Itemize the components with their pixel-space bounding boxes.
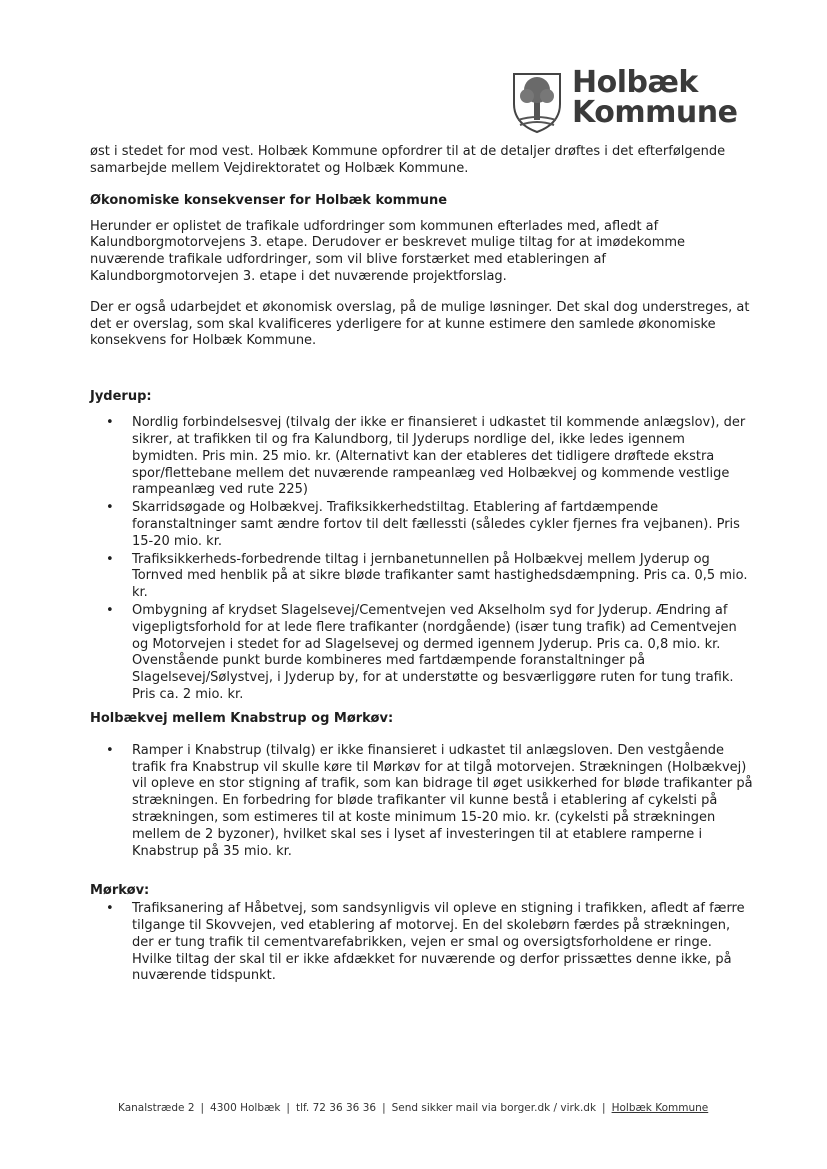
list-item — [132, 603, 755, 704]
list-item: • Trafiksanering af Håbetvej, som sandsynligvis vil opleve en stigning i trafikken, afledt af færre tilgange til Skovvejen, ved etablering af motorvej. En del skolebørn færdes på strækningen, der er tung trafik til cementvarefabrikken, vejen er smal og oversigtsforholdene er ringe. Hvilke tiltag der skal til er ikke afdækket for nuværende og derfor prissættes denne ikke, på nuværende tidspunkt. — [132, 901, 755, 985]
footer-mail: Send sikker mail via borger.dk / virk.dk — [391, 1102, 597, 1114]
logo-wordmark — [572, 65, 738, 130]
footer-city: 4300 Holbæk — [210, 1102, 281, 1114]
economic-heading: Økonomiske konsekvenser for Holbæk kommune — [90, 192, 448, 208]
holbaekvej-list — [90, 743, 755, 861]
logo-line-2: Kommune — [572, 95, 738, 130]
list-item: • Ramper i Knabstrup (tilvalg) er ikke finansieret i udkastet til anlægsloven. Den vestgående trafik fra Knabstrup vil skulle køre til Mørkøv for at tilgå motorvejen. Strækningen (Holbækvej) vil opleve en stor stigning af trafik, som kan bidrage til øget usikkerhed for bløde trafikanter på strækningen. En forbedring for bløde trafikanter vil kunne bestå i etablering af cykelsti på strækningen, som estimeres til at koste minimum 15-20 mio. kr. (cykelsti på strækningen mellem de 2 byzoner), hvilket skal ses i lyset af investeringen til at etablere ramperne i Knabstrup på 35 mio. kr. — [132, 743, 755, 861]
holbaek-kommune-logo — [510, 65, 760, 134]
economic-paragraph-2: Der er også udarbejdet et økonomisk overslag, på de mulige løsninger. Det skal dog understreges, at det er overslag, som skal kvalificeres yderligere for at kunne estimere den samlede økonomiske konsekvens for Holbæk Kommune. — [90, 299, 750, 349]
list-item: • Nordlig forbindelsesvej (tilvalg der ikke er finansieret i udkastet til kommende anlægslov), der sikrer, at trafikken til og fra Kalundborg, til Jyderups nordlige del, ikke ledes igennem bymidten. Pris min. 25 mio. kr. (Alternativt kan der etableres det tidligere drøftede ekstra spor/flettebane mellem det nuværende rampeanlæg ved Holbækvej og kommende vestlige rampeanlæg ved rute 225) — [132, 415, 755, 499]
list-item-continuation: Ovenstående punkt burde kombineres med fartdæmpende foranstaltninger på Slagelsevej/Sølystvej, i Jyderup by, for at understøtte og besværliggøre ruten for tung trafik. Pris ca. 2 mio. kr. — [132, 653, 734, 702]
list-item: • Skarridsøgade og Holbækvej. Trafiksikkerhedstiltag. Etablering af fartdæmpende foranstaltninger samt ændre fortov til delt fællessti (således cykler fjernes fra vejbanen). Pris 15-20 mio. kr. — [132, 500, 755, 550]
footer-link[interactable]: Holbæk Kommune — [611, 1102, 709, 1114]
list-item: • Trafiksikkerheds-forbedrende tiltag i jernbanetunnellen på Holbækvej mellem Jyderup og Tornved med henblik på at sikre bløde trafikanter samt hastighedsdæmpning. Pris ca. 0,5 mio. kr. — [132, 552, 755, 602]
morkov-heading: Mørkøv: — [90, 883, 150, 899]
coat-of-arms-icon — [510, 70, 564, 134]
footer-address: Kanalstræde 2 — [118, 1102, 195, 1114]
list-item-text: Ombygning af krydset Slagelsevej/Cementvejen ved Akselholm syd for Jyderup. Ændring af vigepligtsforhold for at lede flere trafikanter (nordgående) (især tung trafik) ad Cementvejen og Motorvejen i stedet for ad Slagelsevej og dermed igennem Jyderup. Pris ca. 0,8 mio. kr. — [132, 602, 737, 652]
letter-body — [90, 144, 755, 991]
morkov-list — [90, 901, 755, 985]
economic-paragraph-1: Herunder er oplistet de trafikale udfordringer som kommunen efterlades med, afledt af Kalundborgmotorvejens 3. etape. Derudover er beskrevet mulige tiltag for at imødekomme nuværende trafikale udfordringer, som vil blive forstærket med etableringen af Kalundborgmotorvejen 3. etape i det nuværende projektforslag. — [90, 218, 686, 284]
footer-phone: tlf. 72 36 36 36 — [295, 1102, 377, 1114]
jyderup-heading: Jyderup: — [90, 389, 152, 405]
intro-paragraph: øst i stedet for mod vest. Holbæk Kommune opfordrer til at de detaljer drøftes i det efterfølgende samarbejde mellem Vejdirektoratet og Holbæk Kommune. — [90, 144, 726, 176]
jyderup-list — [90, 415, 755, 704]
logo-line-1: Holbæk — [572, 65, 698, 100]
footer: Kanalstræde 2 | 4300 Holbæk | tlf. 72 36 36 36 | Send sikker mail via borger.dk / virk.dk | Holbæk Kommune — [118, 1102, 709, 1114]
holbaekvej-heading: Holbækvej mellem Knabstrup og Mørkøv: — [90, 710, 394, 726]
